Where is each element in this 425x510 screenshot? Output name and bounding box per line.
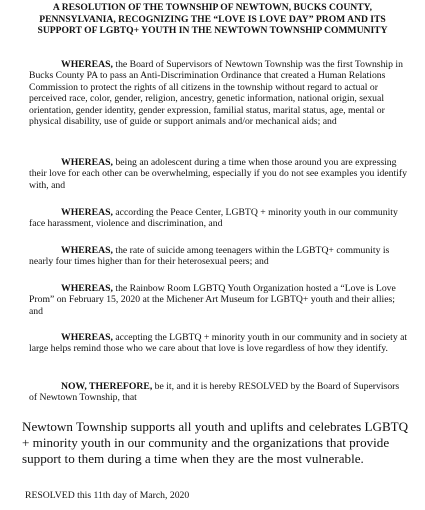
whereas-keyword: WHEREAS, xyxy=(61,157,113,168)
whereas-keyword: WHEREAS, xyxy=(61,283,113,294)
whereas-text: the Rainbow Room LGBTQ Youth Organization hosted a “Love is Love Prom” on February 15, 2020 at the Michener Art Museum for LGBTQ+ youth and their allies; and xyxy=(29,283,396,317)
whereas-paragraph-2 xyxy=(29,157,409,191)
whereas-text: the rate of suicide among teenagers within the LGBTQ+ community is nearly four times higher than for their heterosexual peers; and xyxy=(29,245,390,268)
whereas-text: the Board of Supervisors of Newtown Township was the first Township in Bucks County PA to pass an Anti-Discrimination Ordinance that created a Human Relations Commission to protect the rights of all citizens in the township without regard to actual or perceived race, color, gender, religion, ancestry, genetic information, national origin, sexual orientation, gender identity, gender expression, familial status, marital status, age, mental or physical disability, use of guide or support animals and/or mechanical aids; and xyxy=(29,59,403,128)
whereas-paragraph-4 xyxy=(29,245,409,268)
whereas-paragraph-3 xyxy=(29,207,409,230)
whereas-keyword: WHEREAS, xyxy=(61,59,113,70)
whereas-paragraph-1 xyxy=(29,59,409,127)
whereas-text: according the Peace Center, LGBTQ + minority youth in our community face harassment, violence and discrimination, and xyxy=(29,207,398,230)
whereas-paragraph-5 xyxy=(29,283,409,317)
resolved-date: RESOLVED this 11th day of March, 2020 xyxy=(25,490,190,501)
now-therefore-text: be it, and it is hereby RESOLVED by the Board of Supervisors of Newtown Township, that xyxy=(29,381,400,404)
whereas-text: being an adolescent during a time when those around you are expressing their love for each other can be overwhelming, especially if you do not see examples you identify with, and xyxy=(29,157,407,191)
now-therefore-keyword: NOW, THEREFORE, xyxy=(61,381,153,392)
whereas-keyword: WHEREAS, xyxy=(61,207,113,218)
resolution-statement: Newtown Township supports all youth and uplifts and celebrates LGBTQ + minority youth in our community and the organizations that provide support to them during a time when they are the most vulnerable. xyxy=(22,419,409,466)
now-therefore-paragraph xyxy=(29,381,409,404)
whereas-text: accepting the LGBTQ + minority youth in our community and in society at large helps remind those who we care about that love is love regardless of how they identify. xyxy=(29,332,408,355)
document-title: A RESOLUTION OF THE TOWNSHIP OF NEWTOWN, BUCKS COUNTY, PENNSYLVANIA, RECOGNIZING THE “LOVE IS LOVE DAY” PROM AND ITS SUPPORT OF LGBTQ+ YOUTH IN THE NEWTOWN TOWNSHIP COMMUNITY xyxy=(37,2,388,37)
whereas-keyword: WHEREAS, xyxy=(61,332,113,343)
whereas-keyword: WHEREAS, xyxy=(61,245,113,256)
whereas-paragraph-6 xyxy=(29,332,409,355)
